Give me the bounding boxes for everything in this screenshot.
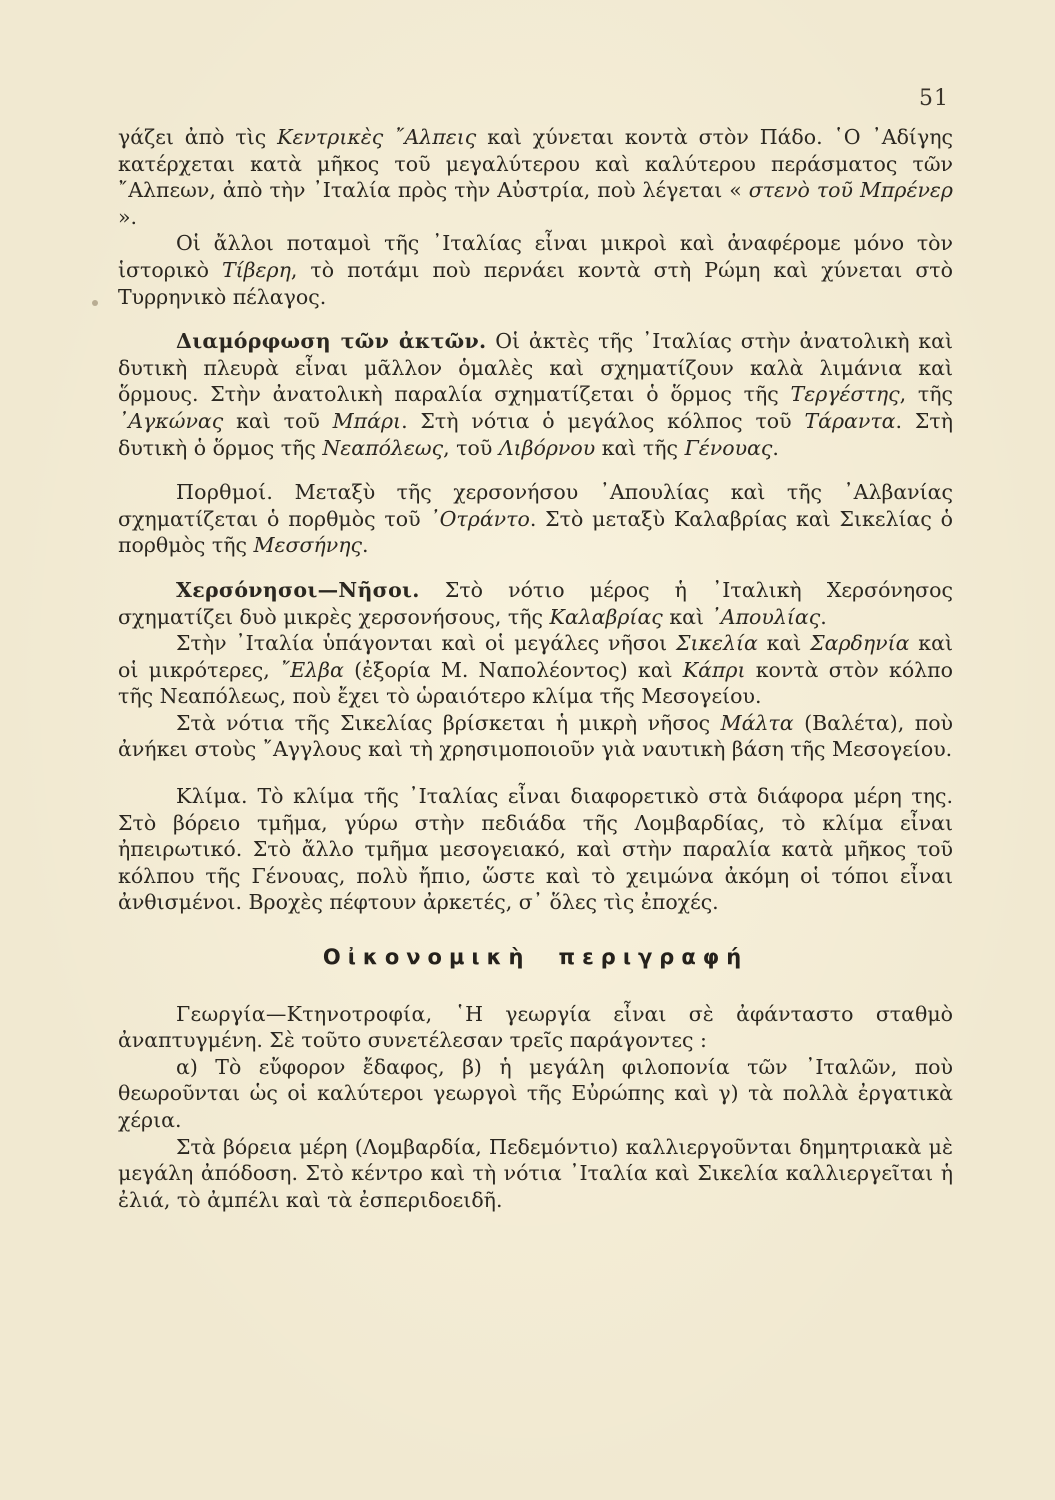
- section-heading-peninsulas: Χερσόνησοι—Νῆσοι.: [176, 577, 420, 602]
- paragraph-crops: Στὰ βόρεια μέρη (Λομβαρδία, Πεδεμόντιο) καλλιεργοῦνται δημητριακὰ μὲ μεγάλη ἀπόδοση. Στὸ κέντρο καὶ τὴ νότια ᾿Ιταλία καὶ Σικελία καλλιεργεῖται ἡ ἐλιά, τὸ ἀμπέλι καὶ τὰ ἐσπεριδοειδῆ.: [118, 1134, 953, 1212]
- page-number: 51: [919, 86, 949, 111]
- section-heading-straits: Πορθμοί.: [176, 480, 274, 505]
- paragraph-climate: Κλίμα. Τὸ κλίμα τῆς ᾿Ιταλίας εἶναι διαφορετικὸ στὰ διάφορα μέρη της. Στὸ βόρειο τμῆμα, γύρω στὴν πεδιάδα τῆς Λομβαρδίας, τὸ κλίμα εἶναι ἠπειρωτικό. Στὸ ἄλλο τμῆμα μεσογειακό, καὶ στὴν παραλία κατὰ μῆκος τοῦ κόλπου τῆς Γένουας, πολὺ ἤπιο, ὥστε καὶ τὸ χειμώνα ἀκόμη οἱ τόποι εἶναι ἀνθισμένοι. Βροχὲς πέφτουν ἀρκετές, σ᾿ ὅλες τὶς ἐποχές.: [118, 784, 953, 915]
- paragraph-straits: Πορθμοί. Μεταξὺ τῆς χερσονήσου ᾿Απουλίας καὶ τῆς ᾿Αλβανίας σχηματίζεται ὁ πορθμὸς τοῦ ᾿Οτράντο. Στὸ μεταξὺ Καλαβρίας καὶ Σικελίας ὁ πορθμὸς τῆς Μεσσήνης.: [118, 480, 954, 558]
- section-heading-agriculture: Γεωργία—Κτηνοτροφία,: [176, 1001, 433, 1026]
- page-body: [118, 124, 953, 1213]
- paragraph-coastline: Διαμόρφωση τῶν ἀκτῶν. Οἱ ἀκτὲς τῆς ᾿Ιταλίας στὴν ἀνατολικὴ καὶ δυτικὴ πλευρὰ εἶναι μᾶλλον ὁμαλὲς καὶ σχηματίζουν καλὰ λιμάνια καὶ ὅρμους. Στὴν ἀνατολικὴ παραλία σχηματίζεται ὁ ὅρμος τῆς Τεργέστης, τῆς ᾿Αγκώνας καὶ τοῦ Μπάρι. Στὴ νότια ὁ μεγάλος κόλπος τοῦ Τάραντα. Στὴ δυτικὴ ὁ ὅρμος τῆς Νεαπόλεως, τοῦ Λιβόρνου καὶ τῆς Γένουας.: [118, 329, 953, 460]
- paragraph-rivers-adige: γάζει ἀπὸ τὶς Κεντρικὲς ῎Αλπεις καὶ χύνεται κοντὰ στὸν Πάδο. ῾Ο ᾿Αδίγης κατέρχεται κατὰ μῆκος τοῦ μεγαλύτερου καὶ καλύτερου περάσματος τῶν ῎Αλπεων, ἀπὸ τὴν ᾿Ιταλία πρὸς τὴν Αὐστρία, ποὺ λέγεται « στενὸ τοῦ Μπρένερ ».: [118, 125, 953, 229]
- paragraph-factors: α) Τὸ εὔφορον ἔδαφος, β) ἡ μεγάλη φιλοπονία τῶν ᾿Ιταλῶν, ποὺ θεωροῦνται ὡς οἱ καλύτεροι γεωργοὶ τῆς Εὐρώπης καὶ γ) τὰ πολλὰ ἐργατικὰ χέρια.: [118, 1054, 953, 1132]
- ink-spot: [92, 300, 98, 306]
- paragraph-peninsulas: Χερσόνησοι—Νῆσοι. Στὸ νότιο μέρος ἡ ᾿Ιταλικὴ Χερσόνησος σχηματίζει δυὸ μικρὲς χερσονήσους, τῆς Καλαβρίας καὶ ᾿Απουλίας.: [118, 577, 953, 629]
- paragraph-islands: Στὴν ᾿Ιταλία ὑπάγονται καὶ οἱ μεγάλες νῆσοι Σικελία καὶ Σαρδηνία καὶ οἱ μικρότερες, ῎Ελβα (ἐξορία Μ. Ναπολέοντος) καὶ Κάπρι κοντὰ στὸν κόλπο τῆς Νεαπόλεως, ποὺ ἔχει τὸ ὡραιότερο κλίμα τῆς Μεσογείου.: [118, 631, 953, 709]
- paragraph-other-rivers: Οἱ ἄλλοι ποταμοὶ τῆς ᾿Ιταλίας εἶναι μικροὶ καὶ ἀναφέρομε μόνο τὸν ἱστορικὸ Τίβερη, τὸ ποτάμι ποὺ περνάει κοντὰ στὴ Ρώμη καὶ χύνεται στὸ Τυρρηνικὸ πέλαγος.: [118, 231, 953, 309]
- section-heading-coastline: Διαμόρφωση τῶν ἀκτῶν.: [176, 329, 487, 354]
- section-title-economic-description: Οἰκονομικὴ περιγραφή: [322, 945, 749, 970]
- paragraph-malta: Στὰ νότια τῆς Σικελίας βρίσκεται ἡ μικρὴ νῆσος Μάλτα (Βαλέτα), ποὺ ἀνήκει στοὺς ῎Αγγλους καὶ τὴ χρησιμοποιοῦν γιὰ ναυτικὴ βάση τῆς Μεσογείου.: [118, 710, 954, 762]
- paragraph-agriculture: Γεωργία—Κτηνοτροφία, ῾Η γεωργία εἶναι σὲ ἀφάνταστο σταθμὸ ἀναπτυγμένη. Σὲ τοῦτο συνετέλεσαν τρεῖς παράγοντες :: [118, 1001, 953, 1053]
- section-heading-climate: Κλίμα.: [176, 784, 248, 809]
